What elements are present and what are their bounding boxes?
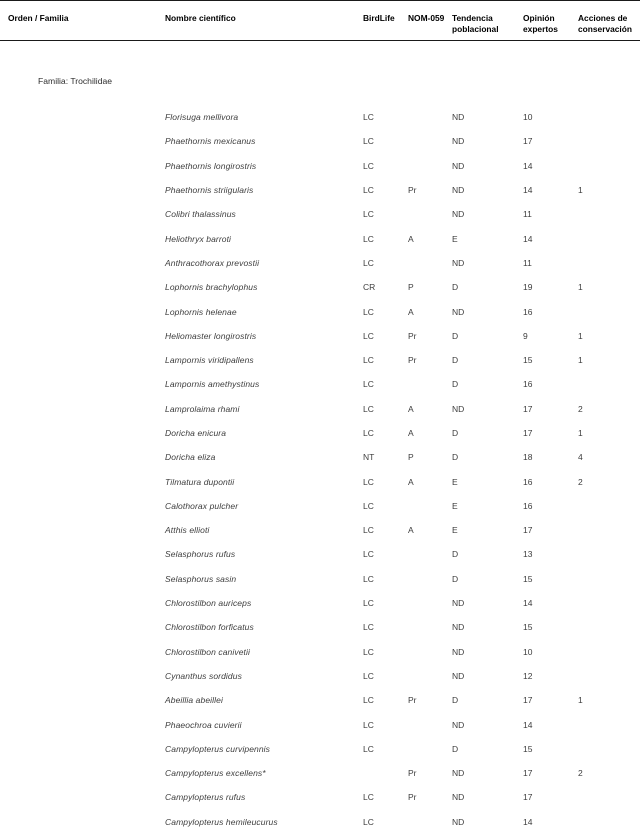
- cell-opinion-expertos: 13: [523, 549, 533, 560]
- table-row: [0, 591, 640, 615]
- cell-tendencia-poblacional: ND: [452, 185, 465, 196]
- cell-orden-familia: [0, 372, 165, 396]
- cell-birdlife: LC: [363, 233, 374, 244]
- column-header-tendencia-poblacional: Tendencia poblacional: [452, 1, 523, 41]
- cell-orden-familia: [0, 494, 165, 518]
- cell-birdlife: LC: [363, 719, 374, 730]
- cell-nom-059: [408, 640, 452, 664]
- table-row: [0, 226, 640, 250]
- cell-birdlife: LC: [363, 112, 374, 123]
- cell-orden-familia: [0, 421, 165, 445]
- cell-acciones-conservacion: [578, 202, 640, 226]
- cell-opinion-expertos: 14: [523, 160, 533, 171]
- cell-opinion-expertos: 16: [523, 476, 533, 487]
- cell-orden-familia: [0, 105, 165, 129]
- cell-tendencia-poblacional: ND: [452, 670, 465, 681]
- cell-acciones-conservacion: [578, 615, 640, 639]
- cell-opinion-expertos: 10: [523, 112, 533, 123]
- cell-tendencia-poblacional: ND: [452, 257, 465, 268]
- table-row: [0, 372, 640, 396]
- table-row: [0, 348, 640, 372]
- cell-nombre-cientifico: Colibri thalassinus: [165, 209, 236, 220]
- column-header-acciones-conservacion: Acciones de conservación: [578, 1, 640, 41]
- cell-acciones-conservacion: [578, 567, 640, 591]
- table-header-row: [0, 1, 640, 41]
- cell-acciones-conservacion: 4: [578, 452, 583, 463]
- cell-tendencia-poblacional: ND: [452, 160, 465, 171]
- table-header: [0, 1, 640, 41]
- cell-birdlife: LC: [363, 428, 374, 438]
- cell-nom-059: [408, 202, 452, 226]
- cell-nom-059: [408, 712, 452, 736]
- cell-orden-familia: [0, 688, 165, 712]
- cell-birdlife: LC: [363, 816, 374, 827]
- cell-nombre-cientifico: Campylopterus hemileucurus: [165, 816, 278, 827]
- cell-nombre-cientifico: Phaethornis longirostris: [165, 160, 257, 171]
- cell-tendencia-poblacional: ND: [452, 403, 465, 414]
- cell-opinion-expertos: 17: [523, 403, 533, 414]
- cell-nom-059: P: [408, 282, 414, 293]
- cell-nombre-cientifico: Phaethornis striigularis: [165, 185, 254, 196]
- cell-orden-familia: [0, 445, 165, 469]
- table-row: [0, 469, 640, 493]
- cell-nombre-cientifico: Lampornis viridipallens: [165, 355, 254, 366]
- cell-nom-059: Pr: [408, 768, 417, 779]
- cell-nom-059: Pr: [408, 330, 417, 341]
- table-row: [0, 518, 640, 542]
- cell-birdlife: LC: [363, 743, 374, 754]
- cell-nom-059: [408, 737, 452, 761]
- cell-nom-059: A: [408, 306, 414, 317]
- cell-nom-059: [408, 591, 452, 615]
- cell-nombre-cientifico: Chlorostilbon forficatus: [165, 622, 254, 633]
- cell-opinion-expertos: 19: [523, 282, 533, 293]
- cell-acciones-conservacion: [578, 542, 640, 566]
- cell-nombre-cientifico: Calothorax pulcher: [165, 500, 239, 511]
- cell-tendencia-poblacional: D: [452, 549, 459, 560]
- cell-tendencia-poblacional: ND: [452, 209, 465, 220]
- cell-acciones-conservacion: [578, 251, 640, 275]
- cell-acciones-conservacion: 1: [578, 185, 583, 196]
- table-row: [0, 129, 640, 153]
- cell-birdlife: LC: [363, 185, 374, 196]
- cell-opinion-expertos: 14: [523, 233, 533, 244]
- cell-nom-059: [408, 105, 452, 129]
- cell-nombre-cientifico: Abeillia abeillei: [165, 695, 223, 706]
- table-row: [0, 737, 640, 761]
- cell-birdlife: LC: [363, 355, 374, 366]
- column-header-orden-familia: Orden / Familia: [0, 1, 165, 41]
- cell-nombre-cientifico: Selasphorus sasin: [165, 573, 237, 584]
- cell-orden-familia: [0, 567, 165, 591]
- cell-tendencia-poblacional: ND: [452, 719, 465, 730]
- cell-birdlife: LC: [363, 257, 374, 268]
- cell-acciones-conservacion: [578, 712, 640, 736]
- cell-orden-familia: [0, 737, 165, 761]
- cell-tendencia-poblacional: E: [452, 500, 458, 511]
- cell-nombre-cientifico: Chlorostilbon canivetii: [165, 646, 250, 657]
- cell-tendencia-poblacional: D: [452, 428, 459, 438]
- cell-opinion-expertos: 15: [523, 622, 533, 633]
- cell-opinion-expertos: 11: [523, 209, 532, 220]
- cell-acciones-conservacion: 1: [578, 428, 583, 438]
- cell-nombre-cientifico: Atthis ellioti: [165, 525, 210, 536]
- cell-acciones-conservacion: [578, 810, 640, 834]
- cell-nombre-cientifico: Doricha enicura: [165, 428, 227, 438]
- cell-orden-familia: [0, 178, 165, 202]
- cell-acciones-conservacion: [578, 372, 640, 396]
- cell-opinion-expertos: 14: [523, 719, 533, 730]
- cell-birdlife: LC: [363, 209, 374, 220]
- cell-tendencia-poblacional: ND: [452, 768, 465, 779]
- table-row: [0, 640, 640, 664]
- cell-birdlife: LC: [363, 136, 374, 147]
- cell-nombre-cientifico: Chlorostilbon auriceps: [165, 598, 252, 609]
- cell-nom-059: A: [408, 403, 414, 414]
- cell-acciones-conservacion: [578, 591, 640, 615]
- header-spacer-cell: [0, 41, 640, 70]
- cell-tendencia-poblacional: ND: [452, 598, 465, 609]
- cell-opinion-expertos: 17: [523, 525, 533, 536]
- table-row: [0, 761, 640, 785]
- cell-birdlife: LC: [363, 500, 374, 511]
- table-row: [0, 154, 640, 178]
- table-row: [0, 275, 640, 299]
- cell-opinion-expertos: 9: [523, 330, 528, 341]
- cell-nom-059: [408, 810, 452, 834]
- cell-tendencia-poblacional: ND: [452, 136, 465, 147]
- cell-birdlife: CR: [363, 282, 376, 293]
- cell-opinion-expertos: 16: [523, 379, 533, 390]
- cell-opinion-expertos: 17: [523, 428, 533, 438]
- cell-tendencia-poblacional: D: [452, 355, 459, 366]
- cell-orden-familia: [0, 397, 165, 421]
- cell-birdlife: NT: [363, 452, 375, 463]
- table-body: [0, 41, 640, 834]
- cell-acciones-conservacion: 2: [578, 768, 583, 779]
- cell-opinion-expertos: 16: [523, 306, 533, 317]
- cell-nombre-cientifico: Lamprolaima rhami: [165, 403, 240, 414]
- cell-nombre-cientifico: Campylopterus excellens*: [165, 768, 266, 779]
- cell-opinion-expertos: 10: [523, 646, 533, 657]
- header-spacer: [0, 41, 640, 70]
- cell-orden-familia: [0, 226, 165, 250]
- cell-orden-familia: [0, 640, 165, 664]
- cell-nom-059: A: [408, 525, 414, 536]
- cell-orden-familia: [0, 761, 165, 785]
- cell-birdlife: LC: [363, 670, 374, 681]
- cell-tendencia-poblacional: D: [452, 743, 459, 754]
- cell-birdlife: LC: [363, 792, 374, 803]
- cell-birdlife: LC: [363, 598, 374, 609]
- cell-birdlife: LC: [363, 573, 374, 584]
- column-header-nombre-cientifico: Nombre científico: [165, 1, 363, 41]
- cell-tendencia-poblacional: E: [452, 476, 458, 487]
- cell-nom-059: A: [408, 233, 414, 244]
- cell-tendencia-poblacional: D: [452, 379, 459, 390]
- family-group-row: [0, 69, 640, 93]
- table-row: [0, 615, 640, 639]
- cell-birdlife: [363, 761, 408, 785]
- cell-tendencia-poblacional: ND: [452, 622, 465, 633]
- cell-tendencia-poblacional: ND: [452, 816, 465, 827]
- table-row: [0, 664, 640, 688]
- cell-tendencia-poblacional: ND: [452, 646, 465, 657]
- cell-nombre-cientifico: Doricha eliza: [165, 452, 216, 463]
- cell-birdlife: LC: [363, 306, 374, 317]
- cell-nom-059: [408, 567, 452, 591]
- cell-tendencia-poblacional: D: [452, 695, 459, 706]
- cell-orden-familia: [0, 542, 165, 566]
- cell-birdlife: LC: [363, 622, 374, 633]
- cell-orden-familia: [0, 251, 165, 275]
- family-spacer: [0, 93, 640, 105]
- cell-tendencia-poblacional: E: [452, 525, 458, 536]
- cell-nombre-cientifico: Lophornis helenae: [165, 306, 237, 317]
- table-row: [0, 688, 640, 712]
- cell-nombre-cientifico: Tilmatura dupontii: [165, 476, 235, 487]
- cell-acciones-conservacion: 1: [578, 695, 583, 706]
- cell-acciones-conservacion: [578, 226, 640, 250]
- cell-tendencia-poblacional: E: [452, 233, 458, 244]
- cell-nombre-cientifico: Heliothryx barroti: [165, 233, 232, 244]
- column-header-birdlife: BirdLife: [363, 1, 408, 41]
- cell-opinion-expertos: 11: [523, 257, 532, 268]
- cell-nom-059: [408, 129, 452, 153]
- cell-birdlife: LC: [363, 379, 374, 390]
- cell-birdlife: LC: [363, 403, 374, 414]
- cell-opinion-expertos: 14: [523, 185, 533, 196]
- cell-opinion-expertos: 17: [523, 768, 533, 779]
- cell-orden-familia: [0, 664, 165, 688]
- table-row: [0, 494, 640, 518]
- cell-acciones-conservacion: [578, 737, 640, 761]
- table-row: [0, 542, 640, 566]
- cell-nom-059: Pr: [408, 792, 417, 803]
- cell-nom-059: [408, 372, 452, 396]
- cell-orden-familia: [0, 299, 165, 323]
- cell-orden-familia: [0, 202, 165, 226]
- cell-acciones-conservacion: [578, 664, 640, 688]
- cell-birdlife: LC: [363, 525, 374, 536]
- cell-nombre-cientifico: Selasphorus rufus: [165, 549, 236, 560]
- cell-orden-familia: [0, 348, 165, 372]
- cell-nombre-cientifico: Campylopterus rufus: [165, 792, 246, 803]
- cell-tendencia-poblacional: ND: [452, 306, 465, 317]
- cell-orden-familia: [0, 154, 165, 178]
- cell-opinion-expertos: 16: [523, 500, 533, 511]
- cell-nombre-cientifico: Heliomaster longirostris: [165, 330, 257, 341]
- cell-opinion-expertos: 12: [523, 670, 533, 681]
- cell-opinion-expertos: 18: [523, 452, 533, 463]
- cell-nombre-cientifico: Anthracothorax prevostii: [165, 257, 260, 268]
- cell-orden-familia: [0, 810, 165, 834]
- table-row: [0, 324, 640, 348]
- cell-orden-familia: [0, 469, 165, 493]
- cell-opinion-expertos: 17: [523, 695, 533, 706]
- cell-acciones-conservacion: [578, 640, 640, 664]
- cell-orden-familia: [0, 324, 165, 348]
- cell-opinion-expertos: 15: [523, 355, 533, 366]
- cell-nom-059: A: [408, 428, 414, 438]
- table-row: [0, 202, 640, 226]
- family-spacer-cell: [0, 93, 640, 105]
- table-row: [0, 810, 640, 834]
- cell-opinion-expertos: 17: [523, 136, 533, 147]
- cell-tendencia-poblacional: D: [452, 452, 459, 463]
- cell-opinion-expertos: 14: [523, 598, 533, 609]
- cell-tendencia-poblacional: D: [452, 282, 459, 293]
- cell-nombre-cientifico: Campylopterus curvipennis: [165, 743, 271, 754]
- table-row: [0, 178, 640, 202]
- cell-orden-familia: [0, 712, 165, 736]
- cell-nombre-cientifico: Florisuga mellivora: [165, 112, 239, 123]
- cell-nombre-cientifico: Phaethornis mexicanus: [165, 136, 256, 147]
- cell-acciones-conservacion: [578, 154, 640, 178]
- cell-nom-059: [408, 251, 452, 275]
- cell-tendencia-poblacional: ND: [452, 112, 465, 123]
- cell-birdlife: LC: [363, 695, 374, 706]
- cell-nom-059: [408, 664, 452, 688]
- cell-nom-059: A: [408, 476, 414, 487]
- cell-opinion-expertos: 15: [523, 743, 533, 754]
- cell-acciones-conservacion: [578, 785, 640, 809]
- cell-acciones-conservacion: 1: [578, 282, 583, 293]
- cell-nom-059: [408, 542, 452, 566]
- cell-acciones-conservacion: [578, 129, 640, 153]
- table-row: [0, 567, 640, 591]
- cell-tendencia-poblacional: D: [452, 330, 459, 341]
- cell-nombre-cientifico: Lophornis brachylophus: [165, 282, 258, 293]
- cell-nom-059: Pr: [408, 355, 417, 366]
- cell-birdlife: LC: [363, 646, 374, 657]
- cell-acciones-conservacion: [578, 518, 640, 542]
- cell-tendencia-poblacional: D: [452, 573, 459, 584]
- cell-nom-059: Pr: [408, 695, 417, 706]
- cell-nombre-cientifico: Phaeochroa cuvierii: [165, 719, 242, 730]
- cell-orden-familia: [0, 615, 165, 639]
- cell-opinion-expertos: 17: [523, 792, 533, 803]
- cell-nom-059: [408, 494, 452, 518]
- cell-birdlife: LC: [363, 476, 374, 487]
- cell-orden-familia: [0, 129, 165, 153]
- table-row: [0, 105, 640, 129]
- cell-orden-familia: [0, 518, 165, 542]
- cell-opinion-expertos: 15: [523, 573, 533, 584]
- cell-acciones-conservacion: [578, 299, 640, 323]
- cell-acciones-conservacion: [578, 494, 640, 518]
- cell-orden-familia: [0, 275, 165, 299]
- cell-acciones-conservacion: 2: [578, 476, 583, 487]
- cell-acciones-conservacion: 1: [578, 355, 583, 366]
- column-header-opinion-expertos: Opinión expertos: [523, 1, 578, 41]
- table-row: [0, 712, 640, 736]
- table-row: [0, 421, 640, 445]
- cell-orden-familia: [0, 591, 165, 615]
- table-row: [0, 251, 640, 275]
- cell-birdlife: LC: [363, 160, 374, 171]
- cell-nombre-cientifico: Lampornis amethystinus: [165, 379, 260, 390]
- cell-acciones-conservacion: [578, 105, 640, 129]
- cell-acciones-conservacion: 2: [578, 403, 583, 414]
- table-row: [0, 299, 640, 323]
- cell-birdlife: LC: [363, 549, 374, 560]
- cell-nombre-cientifico: Cynanthus sordidus: [165, 670, 242, 681]
- cell-tendencia-poblacional: ND: [452, 792, 465, 803]
- family-group-label: Familia: Trochilidae: [38, 76, 113, 86]
- cell-opinion-expertos: 14: [523, 816, 533, 827]
- cell-birdlife: LC: [363, 330, 374, 341]
- table-row: [0, 397, 640, 421]
- cell-nom-059: [408, 615, 452, 639]
- table-row: [0, 445, 640, 469]
- cell-orden-familia: [0, 785, 165, 809]
- cell-nom-059: P: [408, 452, 414, 463]
- cell-nom-059: [408, 154, 452, 178]
- table-row: [0, 785, 640, 809]
- cell-acciones-conservacion: 1: [578, 330, 583, 341]
- column-header-nom-059: NOM-059: [408, 1, 452, 41]
- cell-nom-059: Pr: [408, 185, 417, 196]
